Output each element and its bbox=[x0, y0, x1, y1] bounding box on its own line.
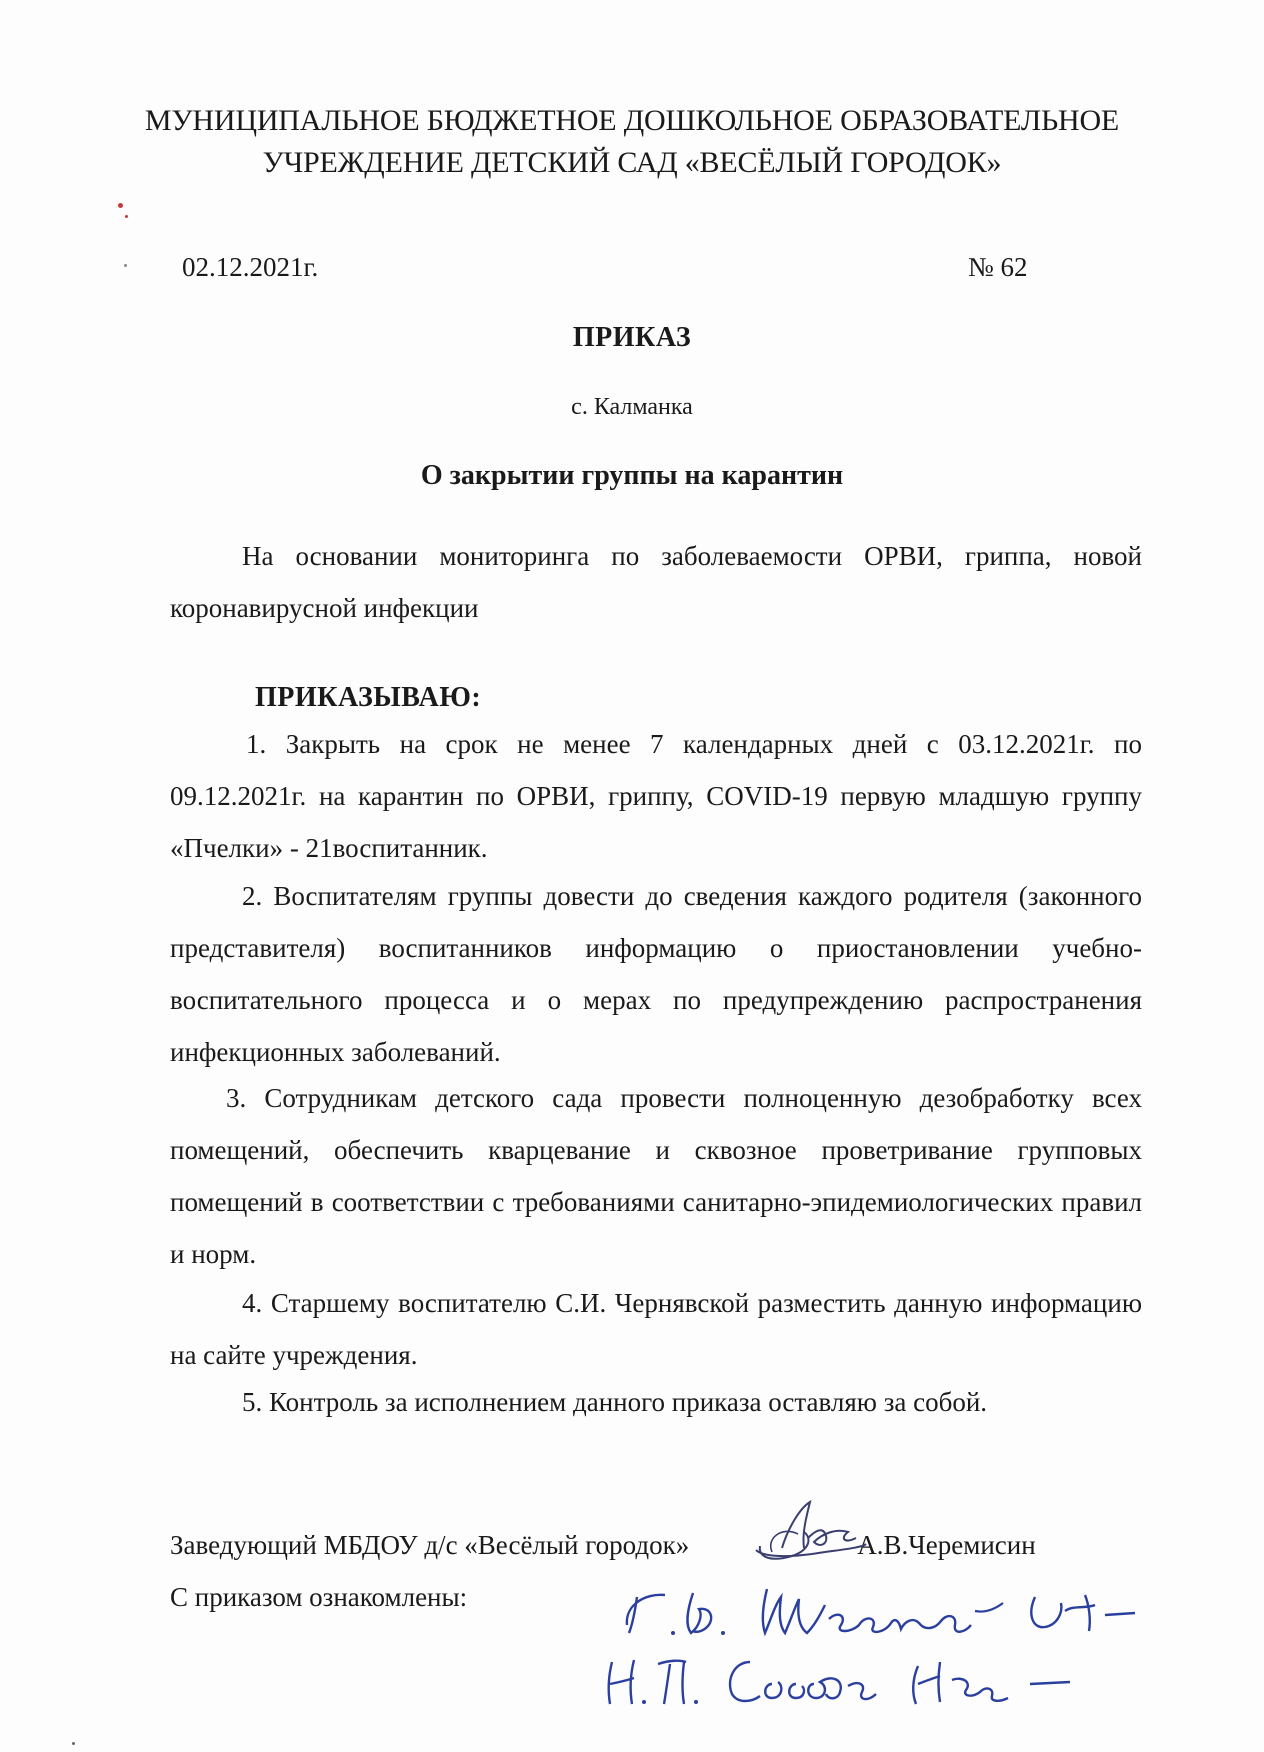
order-item-4: 4. Старшему воспитателю С.И. Чернявской разместить данную информацию на сайте учреждения. bbox=[170, 1288, 1142, 1370]
document-type: ПРИКАЗ bbox=[572, 322, 692, 353]
order-item-1: 1. Закрыть на срок не менее 7 календарных дней с 03.12.2021г. по 09.12.2021г. на карантин по ОРВИ, гриппу, COVID-19 первую младшую группу «Пчелки» - 21воспитанник. bbox=[170, 729, 1142, 863]
signature-name: А.В.Черемисин bbox=[857, 1530, 1036, 1560]
order-item-5: 5. Контроль за исполнением данного приказа оставляю за собой. bbox=[242, 1387, 988, 1417]
order-number: № 62 bbox=[968, 252, 1028, 282]
head-signature bbox=[752, 1498, 870, 1574]
order-date: 02.12.2021г. bbox=[182, 252, 319, 282]
order-basis: На основании мониторинга по заболеваемости ОРВИ, гриппа, новой коронавирусной инфекции bbox=[170, 541, 1142, 623]
handwritten-acknowledgement-2 bbox=[600, 1640, 1100, 1712]
acknowledged-label: С приказом ознакомлены: bbox=[170, 1582, 468, 1612]
org-line-2: УЧРЕЖДЕНИЕ ДЕТСКИЙ САД «ВЕСЁЛЫЙ ГОРОДОК» bbox=[262, 146, 1002, 179]
margin-mark bbox=[72, 1742, 75, 1745]
signature-title: Заведующий МБДОУ д/с «Весёлый городок» bbox=[170, 1530, 690, 1560]
document-place: с. Калманка bbox=[571, 394, 693, 420]
organization-header bbox=[0, 100, 1264, 184]
order-item-3: 3. Сотрудникам детского сада провести полноценную дезобработку всех помещений, обеспечить кварцевание и сквозное проветривание групповых помещений в соответствии с требованиями санитарно-эпидемиологических правил и норм. bbox=[170, 1083, 1142, 1269]
margin-mark bbox=[124, 264, 127, 267]
signature-line bbox=[170, 1530, 1036, 1561]
order-directive: ПРИКАЗЫВАЮ: bbox=[255, 682, 482, 713]
margin-mark bbox=[118, 203, 123, 208]
order-item-2: 2. Воспитателям группы довести до сведения каждого родителя (законного представителя) воспитанников информацию о приостановлении учебно-воспитательного процесса и о мерах по предупреждению распространения инфекционных заболеваний. bbox=[170, 881, 1142, 1067]
margin-mark bbox=[125, 215, 128, 218]
handwritten-acknowledgement-1 bbox=[615, 1575, 1145, 1645]
org-line-1: МУНИЦИПАЛЬНОЕ БЮДЖЕТНОЕ ДОШКОЛЬНОЕ ОБРАЗОВАТЕЛЬНОЕ bbox=[144, 104, 1120, 137]
document-subject: О закрытии группы на карантин bbox=[420, 460, 844, 491]
